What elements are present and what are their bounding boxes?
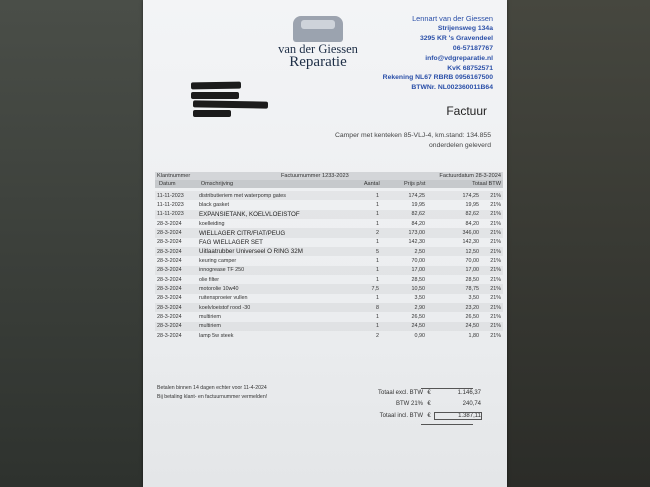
- row-total: 23,20: [465, 304, 479, 311]
- company-kvk: KvK 68752571: [447, 64, 493, 72]
- row-btw: 21%: [490, 295, 501, 302]
- background-right: [500, 0, 650, 487]
- row-btw: 21%: [490, 192, 501, 199]
- row-date: 28-3-2024: [157, 286, 182, 293]
- row-unit-price: 174,25: [408, 192, 425, 199]
- row-unit-price: 28,50: [411, 276, 425, 283]
- row-total: 17,00: [465, 267, 479, 274]
- row-btw: 21%: [490, 258, 501, 265]
- row-description: multiriem: [199, 323, 221, 330]
- row-btw: 21%: [490, 304, 501, 311]
- row-total: 3,50: [468, 295, 479, 302]
- row-description: koelvloeistof rood -30: [199, 304, 251, 311]
- currency-symbol: €: [427, 401, 431, 408]
- row-date: 28-3-2024: [157, 323, 182, 330]
- row-btw: 21%: [490, 202, 501, 209]
- row-btw: 21%: [490, 276, 501, 283]
- row-quantity: 1: [376, 192, 379, 199]
- row-total: 26,50: [465, 314, 479, 321]
- row-quantity: 1: [376, 239, 379, 246]
- col-quantity: Aantal: [363, 181, 380, 187]
- row-btw: 21%: [490, 220, 501, 227]
- row-description: distributieriem met waterpomp gates: [199, 192, 286, 199]
- company-bank: Rekening NL67 RBRB 0956167500: [382, 74, 493, 82]
- table-row: [155, 266, 503, 275]
- row-btw: 21%: [490, 332, 501, 339]
- row-quantity: 1: [376, 314, 379, 321]
- row-btw: 21%: [490, 286, 501, 293]
- table-row: [155, 219, 503, 228]
- row-quantity: 1: [376, 202, 379, 209]
- row-unit-price: 3,50: [414, 295, 425, 302]
- row-btw: 21%: [490, 211, 501, 218]
- row-total: 174,25: [462, 192, 479, 199]
- redacted-address-line-2: [191, 92, 239, 99]
- table-row: [155, 322, 503, 331]
- table-row: [155, 275, 503, 284]
- table-row: [155, 312, 503, 321]
- row-date: 28-3-2024: [157, 276, 182, 283]
- customer-number-label: Klantnummer: [157, 173, 191, 179]
- row-quantity: 1: [376, 211, 379, 218]
- row-btw: 21%: [490, 314, 501, 321]
- row-btw: 21%: [490, 239, 501, 246]
- row-date: 28-3-2024: [157, 314, 182, 321]
- company-city: 3295 KR 's Gravendeel: [419, 34, 493, 42]
- total-excl-row: [353, 387, 483, 399]
- logo-line-2: Reparatie: [289, 54, 347, 70]
- total-excl-label: Totaal excl. BTW: [377, 389, 423, 396]
- currency-symbol: €: [427, 412, 431, 419]
- row-quantity: 7,5: [371, 286, 379, 293]
- row-date: 28-3-2024: [157, 304, 182, 311]
- row-date: 28-3-2024: [157, 248, 182, 255]
- company-logo: [263, 14, 373, 72]
- btw-row: [353, 399, 483, 411]
- btw-value: 240,74: [462, 401, 481, 408]
- row-total: 70,00: [465, 258, 479, 265]
- total-incl-value: 1.387,11: [435, 413, 481, 419]
- invoice-title: Factuur: [446, 104, 487, 118]
- row-total: 28,50: [465, 276, 479, 283]
- row-total: 82,62: [465, 211, 479, 218]
- redacted-address-line-1: [191, 82, 241, 90]
- row-description: olie filter: [199, 276, 220, 283]
- table-row: [155, 238, 503, 247]
- table-row: [155, 303, 503, 312]
- row-btw: 21%: [490, 248, 501, 255]
- row-unit-price: 0,90: [414, 332, 425, 339]
- row-btw: 21%: [490, 267, 501, 274]
- table-row: [155, 294, 503, 303]
- row-date: 28-3-2024: [157, 258, 182, 265]
- btw-label: BTW 21%: [395, 401, 423, 408]
- row-unit-price: 173,00: [408, 230, 425, 237]
- total-incl-row: [353, 410, 483, 422]
- row-total: 24,50: [465, 323, 479, 330]
- row-description: motorolie 10w40: [199, 286, 239, 293]
- row-description: EXPANSIETANK, KOELVLOEISTOF: [199, 210, 300, 218]
- invoice-subtitle: [335, 131, 491, 151]
- redacted-address-line-3: [193, 100, 268, 108]
- totals-block: [353, 387, 483, 422]
- row-total: 78,75: [465, 286, 479, 293]
- car-logo-icon: [293, 16, 343, 42]
- row-description: lamp 5w steek: [199, 332, 234, 339]
- row-date: 28-3-2024: [157, 239, 182, 246]
- row-description: multiriem: [199, 314, 221, 321]
- totals-bottom-rule: [421, 424, 473, 425]
- row-description: keuring camper: [199, 258, 237, 265]
- row-unit-price: 2,90: [414, 304, 425, 311]
- row-unit-price: 19,95: [411, 202, 425, 209]
- row-unit-price: 10,50: [411, 286, 425, 293]
- table-row: [155, 247, 503, 256]
- row-date: 28-3-2024: [157, 295, 182, 302]
- background-left: [0, 0, 150, 487]
- row-quantity: 1: [376, 323, 379, 330]
- row-unit-price: 2,50: [414, 248, 425, 255]
- col-total-btw: Totaal BTW: [472, 181, 501, 187]
- row-unit-price: 70,00: [411, 258, 425, 265]
- row-date: 11-11-2023: [157, 202, 184, 209]
- row-date: 28-3-2024: [157, 220, 182, 227]
- table-row: [155, 200, 503, 209]
- company-btw: BTWNr. NL002360011B64: [411, 84, 493, 92]
- company-name: Lennart van der Giessen: [412, 14, 493, 23]
- row-quantity: 5: [376, 248, 379, 255]
- vehicle-info: Camper met kenteken 85-VLJ-4, km.stand: 134.855: [334, 132, 491, 139]
- logo-line-1: van der Giessen: [278, 42, 358, 56]
- row-unit-price: 26,50: [411, 314, 425, 321]
- table-row: [155, 191, 503, 200]
- row-quantity: 2: [376, 230, 379, 237]
- row-btw: 21%: [490, 230, 501, 237]
- col-description: Omschrijving: [200, 181, 234, 187]
- row-description: black gasket: [199, 202, 229, 209]
- row-total: 19,95: [465, 202, 479, 209]
- company-street: Strijensweg 134a: [437, 24, 493, 32]
- row-unit-price: 17,00: [411, 267, 425, 274]
- row-quantity: 8: [376, 304, 379, 311]
- column-header-row: [155, 180, 503, 188]
- row-description: koelleiding: [199, 220, 225, 227]
- payment-notes: [157, 384, 267, 401]
- row-unit-price: 142,30: [408, 239, 425, 246]
- redacted-address-line-4: [193, 110, 231, 117]
- company-email: info@vdgreparatie.nl: [425, 54, 493, 62]
- company-details: [383, 14, 493, 93]
- payment-term: Betalen binnen 14 dagen echter voor 11-4-2024: [157, 385, 267, 391]
- row-total: 12,50: [465, 248, 479, 255]
- row-unit-price: 82,62: [411, 211, 425, 218]
- row-description: innogrease TF 250: [199, 267, 245, 274]
- invoice-paper: [143, 0, 507, 487]
- row-btw: 21%: [490, 323, 501, 330]
- table-header: [155, 172, 503, 188]
- invoice-number: Factuurnummer 1233-2023: [280, 173, 349, 179]
- row-unit-price: 24,50: [411, 323, 425, 330]
- invoice-meta-row: [155, 172, 503, 180]
- row-quantity: 2: [376, 332, 379, 339]
- row-date: 28-3-2024: [157, 332, 182, 339]
- company-phone: 06-57187767: [452, 44, 493, 52]
- row-quantity: 1: [376, 220, 379, 227]
- invoice-date: Factuurdatum 28-3-2024: [439, 173, 501, 179]
- row-quantity: 1: [376, 276, 379, 283]
- payment-reference-note: Bij betaling klant- en factuurnummer vermelden!: [157, 393, 268, 400]
- table-row: [155, 256, 503, 265]
- row-total: 346,00: [462, 230, 479, 237]
- total-excl-value: 1.146,37: [457, 389, 481, 396]
- row-date: 28-3-2024: [157, 267, 182, 274]
- row-quantity: 1: [376, 295, 379, 302]
- col-date: Datum: [159, 181, 176, 187]
- table-row: [155, 210, 503, 219]
- table-row: [155, 331, 503, 340]
- col-unit-price: Prijs p/st: [403, 181, 426, 187]
- row-unit-price: 84,20: [411, 220, 425, 227]
- row-total: 142,30: [462, 239, 479, 246]
- row-total: 1,80: [468, 332, 479, 339]
- line-items: [155, 191, 503, 341]
- table-row: [155, 228, 503, 237]
- row-date: 28-3-2024: [157, 230, 182, 237]
- row-quantity: 1: [376, 267, 379, 274]
- row-description: FAG WIELLAGER SET: [199, 238, 263, 246]
- row-total: 84,20: [465, 220, 479, 227]
- row-description: WIELLAGER CITR/FIAT/PEUG: [199, 229, 286, 237]
- total-incl-label: Totaal incl. BTW: [379, 412, 423, 419]
- row-description: Uitlaatrubber Universeel O RING 32M: [199, 248, 303, 256]
- row-date: 11-11-2023: [157, 211, 184, 218]
- row-description: ruitensproeier vullen: [199, 295, 248, 302]
- currency-symbol: €: [427, 389, 431, 396]
- row-quantity: 1: [376, 258, 379, 265]
- row-date: 11-11-2023: [157, 192, 184, 199]
- table-row: [155, 284, 503, 293]
- delivery-note: onderdelen geleverd: [429, 142, 491, 149]
